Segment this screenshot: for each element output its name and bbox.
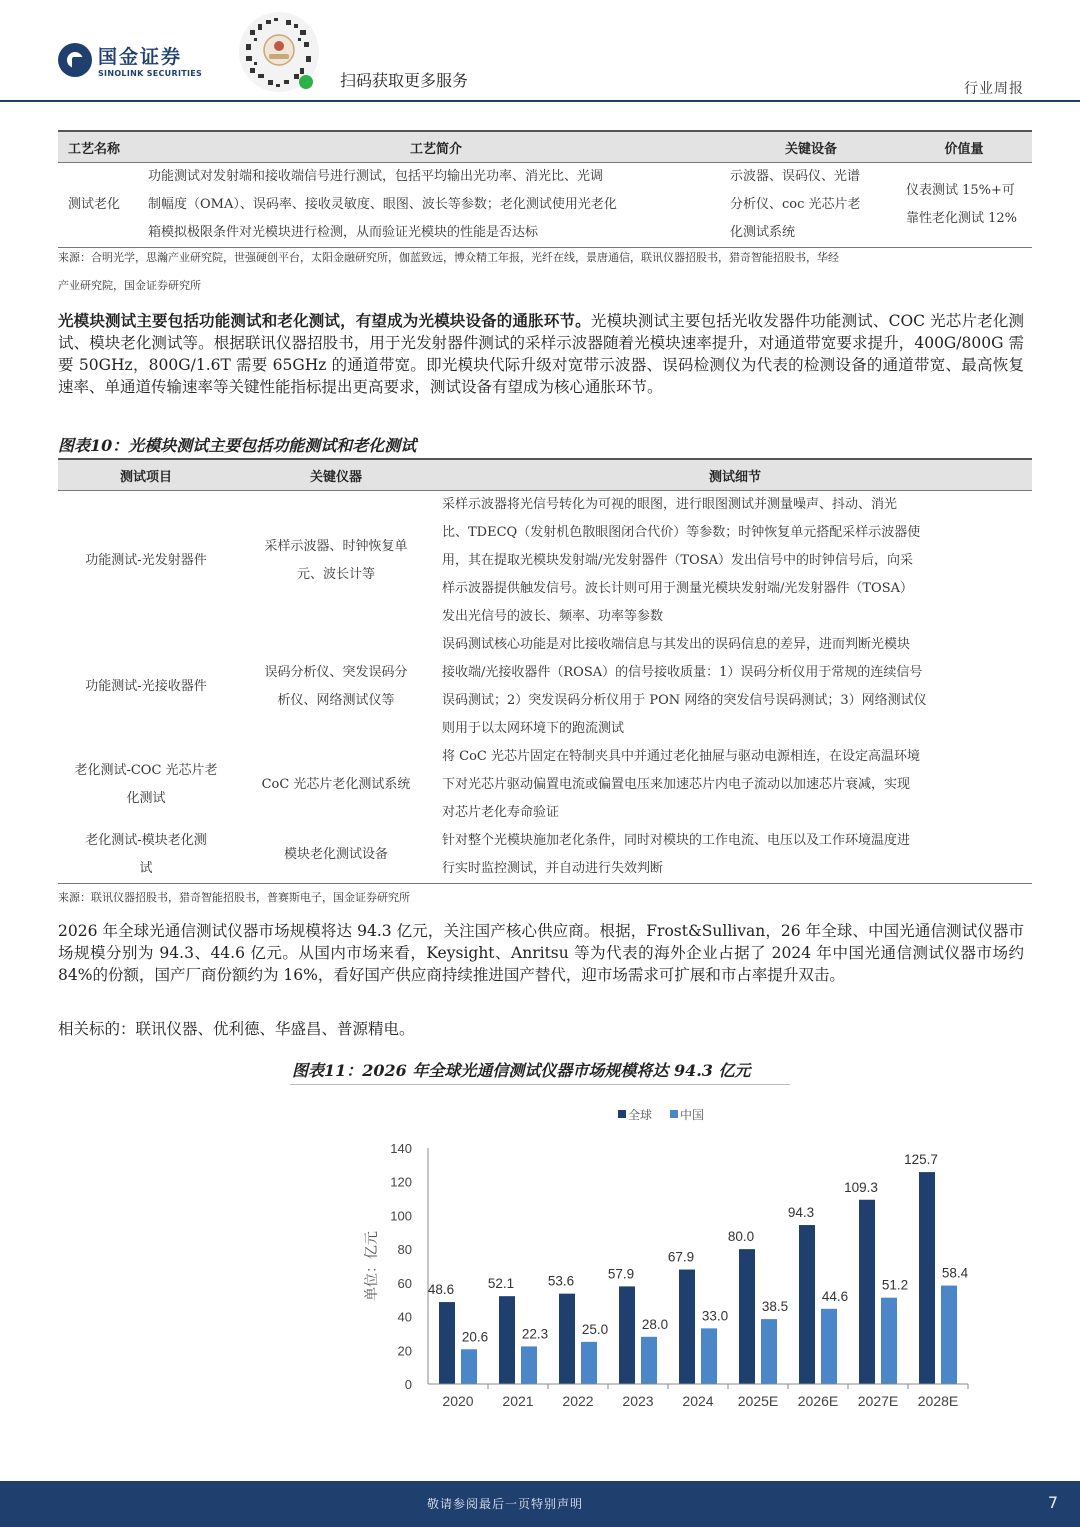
bar-global — [799, 1225, 815, 1384]
key-instrument-line: 采样示波器、时钟恢复单 — [264, 539, 408, 554]
test-detail-line: 用，其在提取光模块发射端/光发射器件（TOSA）发出信号中的时钟信号后，向采 — [442, 553, 914, 568]
test-items-header-cell: 测试细节 — [438, 459, 1032, 491]
logo-en-text: SINOLINK SECURITIES — [98, 69, 203, 78]
y-tick-label: 40 — [397, 1309, 412, 1325]
test-detail-line: 将 CoC 光芯片固定在特制夹具中并通过老化抽屉与驱动电源相连，在设定高温环境 — [442, 749, 920, 764]
bar-china — [521, 1346, 537, 1384]
bar-value-label: 25.0 — [581, 1321, 609, 1337]
process-table-header — [58, 131, 1032, 163]
key-instrument-line: CoC 光芯片老化测试系统 — [261, 777, 411, 792]
process-table-header-cell: 工艺简介 — [146, 131, 726, 163]
key-equipment — [726, 163, 896, 248]
figure11-title: 图表11：2026 年全球光通信测试仪器市场规模将达 94.3 亿元 — [292, 1061, 751, 1080]
bar-value-label: 67.9 — [667, 1249, 695, 1265]
bar-global — [499, 1296, 515, 1384]
paragraph-related-stocks: 相关标的：联讯仪器、优利德、华盛昌、普源精电。 — [58, 1020, 415, 1038]
bar-value-label: 94.3 — [787, 1205, 815, 1221]
table-row — [58, 827, 1032, 884]
value-share-line: 靠性老化测试 12% — [906, 211, 1018, 226]
test-items-header-cell: 测试项目 — [58, 459, 234, 491]
test-item — [58, 743, 234, 827]
y-tick-label: 20 — [397, 1343, 412, 1359]
y-tick-label: 80 — [397, 1242, 412, 1258]
company-logo — [58, 42, 202, 78]
bar-global — [619, 1286, 635, 1384]
logo-mark-icon — [58, 43, 92, 77]
paragraph-lead: 光模块测试主要包括功能测试和老化测试，有望成为光模块设备的通胀环节。 — [58, 311, 591, 330]
x-tick-label: 2025E — [737, 1393, 779, 1409]
bar-value-label: 57.9 — [607, 1266, 635, 1282]
bar-value-label: 58.4 — [941, 1265, 969, 1281]
key-instrument — [234, 491, 438, 632]
bar-value-label: 80.0 — [727, 1229, 755, 1245]
test-item — [58, 491, 234, 632]
paragraph-test-overview — [58, 310, 1024, 398]
test-item-line: 化测试 — [126, 791, 166, 806]
bar-china — [881, 1298, 897, 1384]
x-tick-label: 2028E — [917, 1393, 959, 1409]
page-footer — [0, 1481, 1080, 1527]
key-equipment-line: 示波器、误码仪、光谱 — [730, 169, 861, 184]
legend-label: 中国 — [680, 1108, 705, 1122]
bar-global — [559, 1294, 575, 1384]
bar-value-label: 52.1 — [487, 1276, 515, 1292]
test-item-line: 功能测试-光接收器件 — [85, 679, 207, 694]
y-tick-label: 120 — [390, 1174, 412, 1190]
test-item-line: 试 — [139, 861, 153, 876]
table-row — [58, 743, 1032, 827]
bar-value-label: 109.3 — [844, 1179, 878, 1195]
disclaimer-notice[interactable]: 敬请参阅最后一页特别声明 — [426, 1497, 583, 1511]
process-table-header-cell: 工艺名称 — [58, 131, 146, 163]
bar-china — [581, 1342, 597, 1384]
bar-value-label: 51.2 — [881, 1277, 909, 1293]
key-instrument-line: 元、波长计等 — [296, 567, 375, 582]
key-instrument-line: 析仪、网络测试仪等 — [277, 693, 395, 708]
table1-source — [58, 244, 1032, 300]
process-intro-line: 箱模拟极限条件对光模块进行检测，从而验证光模块的性能是否达标 — [148, 225, 539, 240]
bar-value-label: 38.5 — [761, 1299, 789, 1315]
bar-global — [439, 1302, 455, 1384]
table-row — [58, 163, 1032, 248]
bar-global — [679, 1270, 695, 1384]
test-items-table — [58, 458, 1032, 884]
chart-legend — [618, 1107, 704, 1122]
page-number: 7 — [1047, 1493, 1058, 1512]
x-tick-label: 2027E — [857, 1393, 899, 1409]
bar-value-label: 53.6 — [547, 1273, 575, 1289]
table-row — [58, 631, 1032, 743]
value-share-line: 仪表测试 15%+可 — [906, 183, 1015, 198]
key-equipment-line: 分析仪、coc 光芯片老 — [730, 197, 861, 212]
chart-x-axis — [428, 1384, 968, 1409]
y-tick-label: 140 — [390, 1141, 412, 1156]
process-table-header-cell: 价值量 — [896, 131, 1032, 163]
y-tick-label: 100 — [390, 1208, 412, 1224]
figure10-title: 图表10：光模块测试主要包括功能测试和老化测试 — [58, 436, 417, 455]
y-tick-label: 0 — [404, 1377, 412, 1392]
test-item — [58, 827, 234, 884]
process-table-header-cell: 关键设备 — [726, 131, 896, 163]
report-type-label: 行业周报 — [964, 81, 1024, 97]
x-tick-label: 2022 — [562, 1393, 594, 1409]
bar-value-label: 48.6 — [427, 1282, 455, 1298]
x-tick-label: 2024 — [682, 1393, 714, 1409]
test-detail-line: 样示波器提供触发信号。波长计则可用于测量光模块发射端/光发射器件（TOSA） — [442, 581, 914, 596]
x-tick-label: 2026E — [797, 1393, 839, 1409]
legend-swatch — [670, 1110, 678, 1118]
chart-y-axis — [364, 1141, 428, 1392]
bar-china — [701, 1328, 717, 1384]
bar-global — [919, 1172, 935, 1384]
bar-value-label: 33.0 — [701, 1308, 729, 1324]
test-detail-line: 对芯片老化寿命验证 — [442, 805, 560, 820]
bar-china — [461, 1349, 477, 1384]
process-intro-line: 制幅度（OMA）、误码率、接收灵敏度、眼图、波长等参数；老化测试使用光老化 — [148, 197, 617, 212]
test-detail — [438, 743, 1032, 827]
paragraph-body: 光模块测试主要包括光收发器件功能测试、COC 光芯片老化测试、模块老化测试等。根据联讯仪器招股书，用于光发射器件测试的采样示波器随着光模块速率提升，对通道带宽要求提升，400G/800G 需要 50GHz，800G/1.6T 需要 65GHz 的通道带宽。即光模块代际升级对宽带示波器、误码检测仪为代表的检测设备的通道带宽、最高恢复速率、单通道传输速率等关键性能指标提出更高要求，测试设备有望成为核心通胀环节。 — [58, 312, 1024, 396]
bar-value-label: 44.6 — [821, 1288, 849, 1304]
figure10-source: 来源：联讯仪器招股书，猎奇智能招股书，普赛斯电子，国金证券研究所 — [58, 891, 410, 904]
x-tick-label: 2021 — [502, 1393, 534, 1409]
key-instrument — [234, 827, 438, 884]
test-item — [58, 631, 234, 743]
key-instrument-line: 误码分析仪、突发误码分 — [264, 665, 408, 680]
bar-global — [739, 1249, 755, 1384]
key-equipment-line: 化测试系统 — [730, 225, 796, 240]
test-detail-line: 接收端/光接收器件（ROSA）的信号接收质量：1）误码分析仪用于常规的连续信号 — [442, 665, 923, 680]
x-tick-label: 2023 — [622, 1393, 654, 1409]
bar-china — [641, 1337, 657, 1384]
test-items-header — [58, 459, 1032, 491]
scan-for-services-text: 扫码获取更多服务 — [340, 71, 469, 90]
test-detail-line: 比、TDECQ（发射机色散眼图闭合代价）等参数；时钟恢复单元搭配采样示波器使 — [442, 525, 921, 540]
paragraph-market-size: 2026 年全球光通信测试仪器市场规模将达 94.3 亿元，关注国产核心供应商。根据，Frost&Sullivan，26 年全球、中国光通信测试仪器市场规模分别为 94.3、44.6 亿元。从国内市场来看，Keysight、Anritsu 等为代表的海外企业占据了 2024 年中国光通信测试仪器市场约 84%的份额，国产厂商份额约为 16%，看好国产供应商持续推进国产替代，迎市场需求可扩展和市占率提升双击。 — [58, 922, 1024, 984]
test-detail-line: 则用于以太网环境下的跑流测试 — [442, 721, 625, 736]
test-detail-line: 下对光芯片驱动偏置电流或偏置电压来加速芯片内电子流动以加速芯片衰减，实现 — [442, 777, 911, 792]
value-share — [896, 163, 1032, 248]
process-name: 测试老化 — [58, 163, 146, 248]
test-detail — [438, 491, 1032, 632]
key-instrument — [234, 743, 438, 827]
process-table — [58, 130, 1032, 248]
test-item-line: 老化测试-模块老化测 — [85, 833, 207, 848]
legend-label: 全球 — [628, 1108, 653, 1122]
process-intro-line: 功能测试对发射端和接收端信号进行测试，包括平均输出光功率、消光比、光调 — [148, 169, 604, 184]
process-intro — [146, 163, 726, 248]
bar-value-label: 28.0 — [641, 1316, 669, 1332]
test-detail-line: 采样示波器将光信号转化为可视的眼图，进行眼图测试并测量噪声、抖动、消光 — [442, 497, 898, 512]
qr-code-icon[interactable] — [236, 10, 322, 94]
test-items-header-cell: 关键仪器 — [234, 459, 438, 491]
test-detail — [438, 827, 1032, 884]
test-item-line: 老化测试-COC 光芯片老 — [74, 763, 218, 778]
test-detail-line: 行实时监控测试，并自动进行失效判断 — [442, 861, 664, 876]
bar-china — [941, 1286, 957, 1384]
key-instrument-line: 模块老化测试设备 — [283, 847, 388, 862]
page-header — [0, 0, 1080, 102]
bar-global — [859, 1200, 875, 1384]
bar-value-label: 22.3 — [521, 1326, 549, 1342]
y-axis-label: 单位：亿元 — [364, 1231, 380, 1301]
source-line: 产业研究院，国金证券研究所 — [58, 279, 201, 292]
chart-bars — [428, 1152, 969, 1384]
bar-value-label: 20.6 — [461, 1329, 489, 1345]
table-row — [58, 491, 1032, 632]
bar-china — [761, 1319, 777, 1384]
key-instrument — [234, 631, 438, 743]
header-divider — [0, 100, 1080, 102]
bar-china — [821, 1309, 837, 1384]
logo-cn-text: 国金证券 — [98, 46, 183, 68]
test-detail-line: 误码测试；2）突发误码分析仪用于 PON 网络的突发信号误码测试；3）网络测试仪 — [442, 693, 927, 708]
test-detail-line: 针对整个光模块施加老化条件，同时对模块的工作电流、电压以及工作环境温度进 — [442, 833, 911, 848]
test-item-line: 功能测试-光发射器件 — [85, 553, 207, 568]
market-size-chart — [0, 1090, 1080, 1420]
test-detail — [438, 631, 1032, 743]
test-detail-line: 误码测试核心功能是对比接收端信息与其发出的误码信息的差异，进而判断光模块 — [442, 637, 911, 652]
legend-swatch — [618, 1110, 626, 1118]
bar-value-label: 125.7 — [904, 1152, 938, 1168]
test-detail-line: 发出光信号的波长、频率、功率等参数 — [442, 609, 664, 624]
y-tick-label: 60 — [397, 1275, 412, 1291]
x-tick-label: 2020 — [442, 1393, 474, 1409]
figure11-title-rule — [290, 1084, 790, 1085]
source-line: 来源：合明光学，思瀚产业研究院，世强硬创平台，太阳金融研究所，伽蓝致远，博众精工年报，光纤在线，景唐通信，联讯仪器招股书，猎奇智能招股书，华经 — [58, 251, 839, 264]
